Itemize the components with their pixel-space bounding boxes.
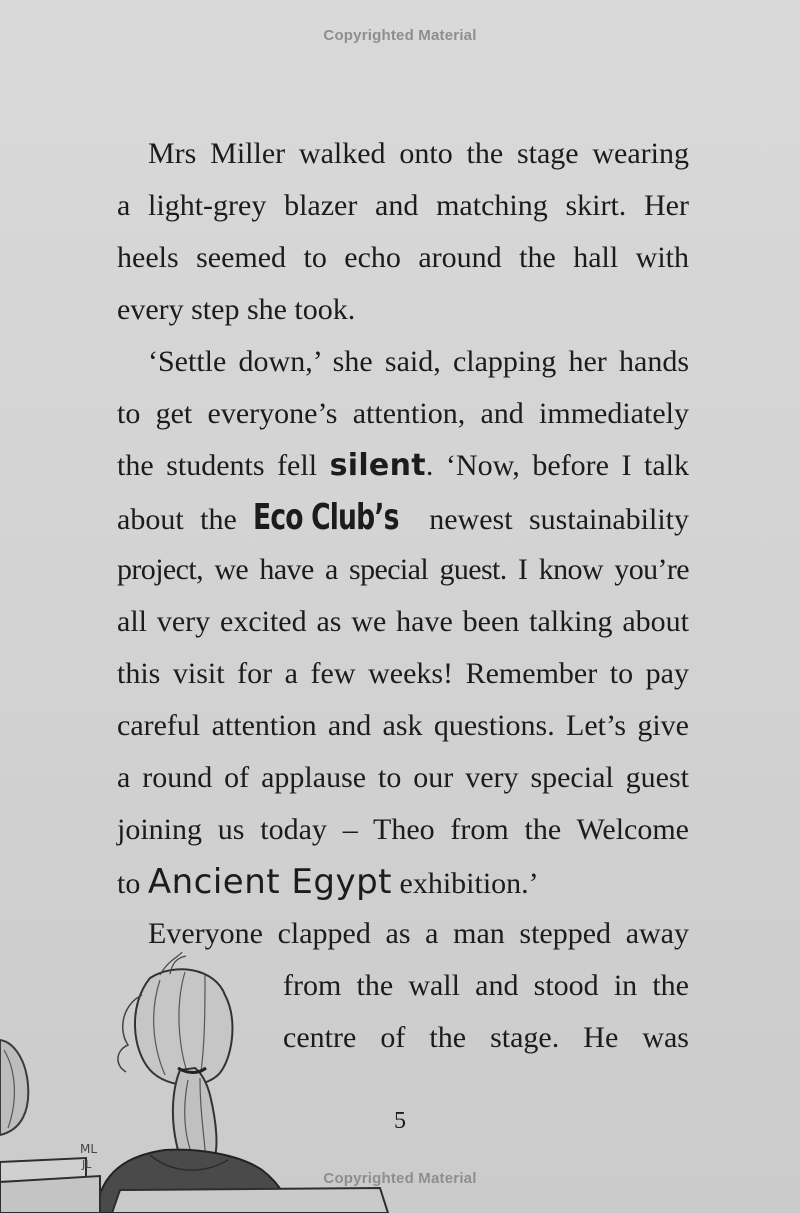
text-line: centre of the stage. He was xyxy=(283,1021,689,1054)
svg-text:JL: JL xyxy=(82,1158,92,1171)
text-line: heels seemed to echo around the hall with xyxy=(117,241,689,274)
text-line xyxy=(117,440,689,492)
text-run: the students fell xyxy=(117,449,330,482)
text-line: every step she took. xyxy=(117,293,356,326)
text-line: to get everyone’s attention, and immediately xyxy=(117,397,689,430)
text-line: joining us today – Theo from the Welcome xyxy=(117,813,689,846)
text-line: project, we have a special guest. I know you’re xyxy=(117,553,689,586)
text-run: about the xyxy=(117,503,254,536)
text-line: careful attention and ask questions. Let’s give xyxy=(117,709,689,742)
emphasis-eco-club: Eco Club’s xyxy=(253,497,399,538)
text-run: exhibition.’ xyxy=(392,867,539,900)
text-line: a light-grey blazer and matching skirt. Her xyxy=(117,189,689,222)
watermark-bottom: Copyrighted Material xyxy=(323,1170,477,1187)
text-run: to xyxy=(117,867,148,900)
emphasis-silent: silent xyxy=(329,448,426,483)
text-line: Mrs Miller walked onto the stage wearing xyxy=(148,137,689,170)
text-line xyxy=(117,856,689,908)
svg-text:ML: ML xyxy=(80,1142,98,1156)
text-line: ‘Settle down,’ she said, clapping her hands xyxy=(148,345,689,378)
text-run: . ‘Now, before I talk xyxy=(425,449,689,482)
text-line: a round of applause to our very special guest xyxy=(117,761,689,794)
text-line: all very excited as we have been talking about xyxy=(117,605,689,638)
text-line: Everyone clapped as a man stepped away xyxy=(148,917,689,950)
watermark-top: Copyrighted Material xyxy=(323,27,477,44)
page-number: 5 xyxy=(394,1108,406,1134)
text-line: from the wall and stood in the xyxy=(283,969,689,1002)
emphasis-ancient-egypt: Ancient Egypt xyxy=(147,862,392,902)
text-line: this visit for a few weeks! Remember to pay xyxy=(117,657,689,690)
text-run: newest sustainability xyxy=(412,503,689,536)
text-line xyxy=(117,492,689,544)
